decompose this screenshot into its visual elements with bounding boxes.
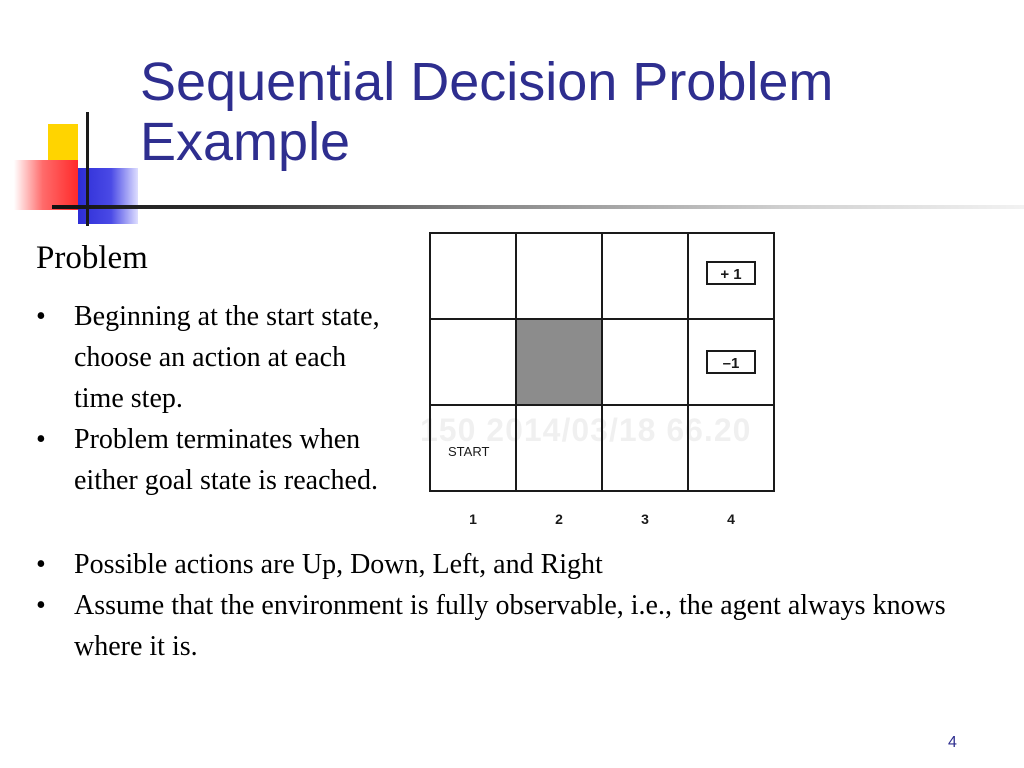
obstacle-cell xyxy=(516,319,602,405)
bullet-glyph: • xyxy=(36,590,46,621)
page-number: 4 xyxy=(948,734,957,751)
yellow-square-decoration xyxy=(48,124,78,164)
bullet-list-top xyxy=(36,296,396,501)
red-square-decoration xyxy=(14,160,78,210)
bullet-item xyxy=(36,296,396,419)
slide-title xyxy=(140,52,1000,172)
bullet-text: Problem terminates when either goal state is reached. xyxy=(74,424,378,496)
goal-positive-label: + 1 xyxy=(720,266,742,283)
bullet-list-bottom xyxy=(36,544,996,667)
bullet-text: Beginning at the start state, choose an action at each time step. xyxy=(74,301,380,414)
slide-title-line1: Sequential Decision Problem xyxy=(140,52,834,112)
problem-subheading: Problem xyxy=(36,240,148,276)
column-label: 2 xyxy=(555,511,563,527)
start-label: START xyxy=(448,444,490,459)
goal-negative-label: –1 xyxy=(722,355,740,372)
bullet-glyph: • xyxy=(36,301,46,332)
column-label: 3 xyxy=(641,511,649,527)
bullet-glyph: • xyxy=(36,424,46,455)
grid-world-diagram xyxy=(420,226,790,536)
column-label: 1 xyxy=(469,511,477,527)
column-label: 4 xyxy=(727,511,735,527)
title-underline-rule xyxy=(52,205,1024,209)
bullet-item xyxy=(36,585,996,667)
bullet-text: Possible actions are Up, Down, Left, and Right xyxy=(74,549,603,580)
bullet-item xyxy=(36,544,996,585)
watermark-text: 150 2014/03/18 66.20 xyxy=(420,412,752,448)
slide-title-line2: Example xyxy=(140,112,351,172)
bullet-glyph: • xyxy=(36,549,46,580)
bullet-item xyxy=(36,419,396,501)
bullet-text: Assume that the environment is fully observable, i.e., the agent always knows where it is. xyxy=(74,590,946,662)
